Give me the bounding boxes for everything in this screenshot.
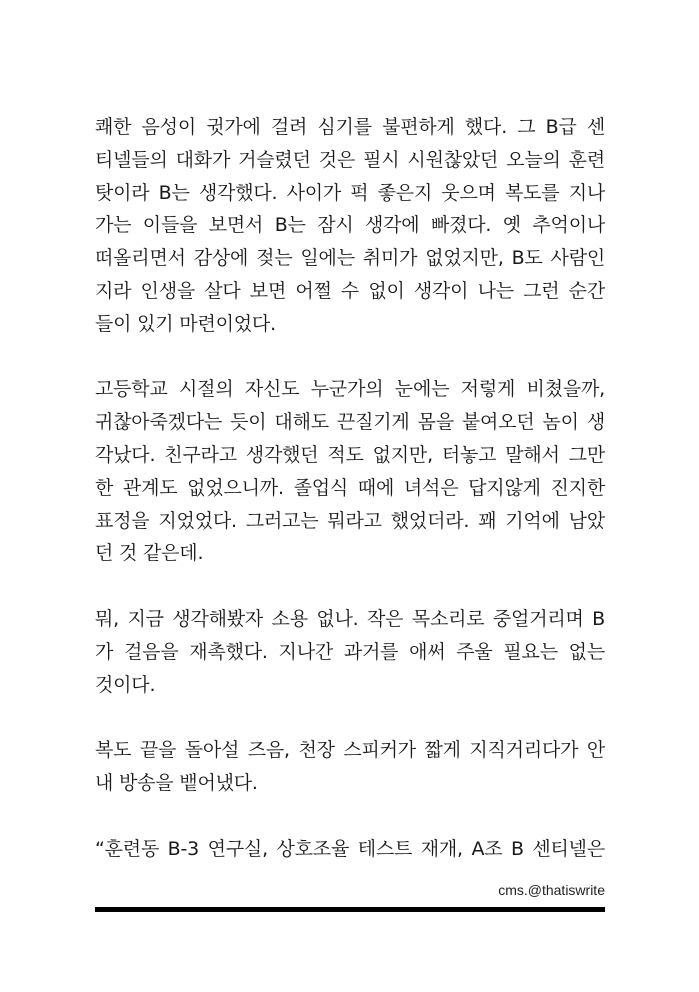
paragraph-gap xyxy=(95,701,605,734)
text-line: 내 방송을 뱉어냈다. xyxy=(95,771,258,794)
text-line: 각났다. 친구라고 생각했던 적도 없지만, 터놓고 말해서 그만 xyxy=(95,443,605,466)
text-line: 떠올리면서 감상에 젖는 일에는 취미가 없었지만, B도 사람인 xyxy=(95,247,605,270)
page-footer xyxy=(95,880,605,912)
text-line: 고등학교 시절의 자신도 누군가의 눈에는 저렇게 비쳤을까, xyxy=(95,378,605,401)
author-credit: cms.@thatiswrite xyxy=(498,882,605,898)
text-line: 가 걸음을 재촉했다. 지나간 과거를 애써 주울 필요는 없는 xyxy=(95,640,605,663)
text-line: 쾌한 음성이 귓가에 걸려 심기를 불편하게 했다. 그 B급 센 xyxy=(95,116,605,138)
paragraph-2 xyxy=(95,373,605,570)
text-line: 귀찮아죽겠다는 듯이 대해도 끈질기게 몸을 붙여오던 놈이 생 xyxy=(95,411,605,434)
paragraph-5 xyxy=(95,833,605,866)
paragraph-gap xyxy=(95,341,605,374)
text-line: “훈련동 B-3 연구실, 상호조율 테스트 재개, A조 B 센티넬은 xyxy=(95,837,605,860)
paragraph-gap xyxy=(95,800,605,833)
footer-rule xyxy=(95,907,605,912)
text-line: 복도 끝을 돌아설 즈음, 천장 스피커가 짧게 지직거리다가 안 xyxy=(95,739,605,762)
document-body xyxy=(95,111,605,865)
paragraph-3 xyxy=(95,603,605,701)
text-line: 한 관계도 없었으니까. 졸업식 때에 녀석은 답지않게 진지한 xyxy=(95,476,605,499)
text-line: 뭐, 지금 생각해봤자 소용 없나. 작은 목소리로 중얼거리며 B xyxy=(95,607,605,630)
text-line: 것이다. xyxy=(95,673,156,696)
text-line: 탓이라 B는 생각했다. 사이가 퍽 좋은지 웃으며 복도를 지나 xyxy=(95,181,605,204)
text-line: 표정을 지었었다. 그러고는 뭐라고 했었더라. 꽤 기억에 남았 xyxy=(95,509,605,532)
text-line: 티넬들의 대화가 거슬렸던 것은 필시 시원찮았던 오늘의 훈련 xyxy=(95,148,605,171)
paragraph-gap xyxy=(95,570,605,603)
text-line: 들이 있기 마련이었다. xyxy=(95,312,276,335)
text-line: 던 것 같은데. xyxy=(95,542,204,565)
text-line: 가는 이들을 보면서 B는 잠시 생각에 빠졌다. 옛 추억이나 xyxy=(95,214,605,237)
paragraph-4 xyxy=(95,734,605,800)
text-line: 지라 인생을 살다 보면 어쩔 수 없이 생각이 나는 그런 순간 xyxy=(95,279,605,302)
paragraph-1 xyxy=(95,111,605,341)
